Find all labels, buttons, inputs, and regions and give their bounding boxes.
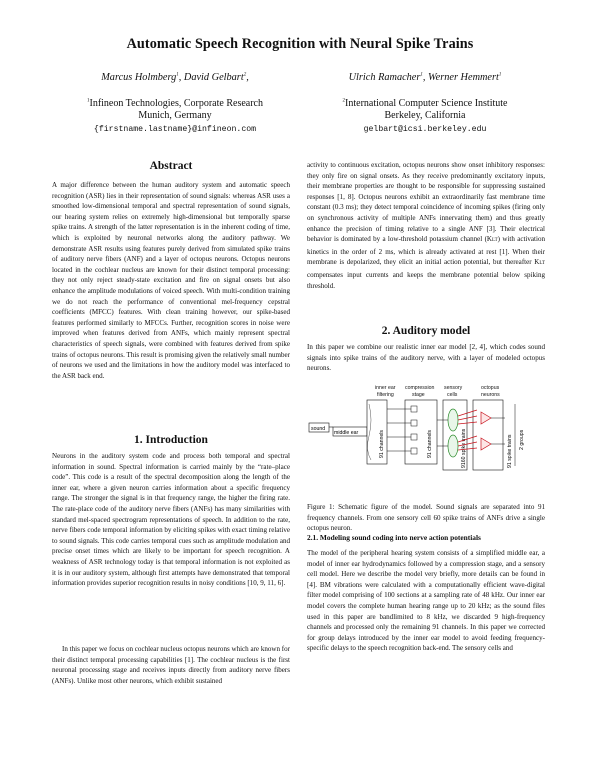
introduction-paragraph-2: In this paper we focus on cochlear nucleus octopus neurons which are known for their distinct temporal processing capabilities [1]. The cochlear nucleus is the first neuronal processing stage and receives inputs directly from auditory nerve fibers (ANFs). Unlike most other neurons, which exhibit sustained	[52, 645, 290, 685]
author-name: Ulrich Ramacher	[348, 72, 421, 83]
octopus-neurons-box	[473, 400, 503, 470]
email-left: {firstname.lastname}@infineon.com	[93, 125, 257, 134]
author-name: David Gelbart	[183, 72, 244, 83]
sensory-cell	[448, 409, 458, 431]
section-2-1-heading: 2.1. Modeling sound coding into nerve action potentials	[307, 533, 481, 542]
auditory-model-paragraph: In this paper we combine our realistic inner ear model [2, 4], which codes sound signals into spike trains of the auditory nerve, with a layer of modeled octopus neurons.	[307, 343, 545, 373]
authors-left: Marcus Holmberg$^1$, David Gelbart$^2$,	[101, 72, 249, 83]
figure-label-neurons: neurons	[481, 392, 500, 398]
figure-label-compression: compression	[405, 385, 435, 391]
email-right: gelbart@icsi.berkeley.edu	[363, 125, 487, 134]
abstract-text: A major difference between the human auditory system and automatic speech recognition (ASR) lies in their representation of sound signals: whereas ASR uses a smoothed low-dimensional temporal and spectral representation of sound signals, our hearing system relies on extremely high-dimensional but temporally sparse spike trains. A strength of the latter representation is in the inherent coding of time, which is exploited by neuronal networks along the auditory pathway. We demonstrate ASR results using features purely derived from simulated spike trains of auditory nerve fibers (ANF) and a layer of octopus neurons. Octopus neurons located in the cochlear nucleus are known for their distinct temporal processing: they not only reject steady-state excitation and fire on signal onsets but also enhance the amplitude modulations of voiced speech. With multi-condition training we do not reach the performance of conventional mel-frequency cepstral coefficients (MFCC) features. With clean training however, our spike-based features performed similarly to MFCCs. Further, recognition scores in noise were improved when features derived from ANFs, which mainly represent spectral characteristics of speech signals, were combined with features derived from spike trains of octopus neurons. This result is promising given the relatively small number of neurons we used and the limitations in how the auditory model was interfaced to the ASR back end.	[52, 181, 290, 380]
figure-label-filtering: filtering	[377, 392, 394, 398]
affiliation-right: $^2$International Computer Science Institute Berkeley, California	[342, 98, 508, 121]
affiliation-left: $^1$Infineon Technologies, Corporate Research Munich, Germany	[86, 98, 263, 121]
paper-title: Automatic Speech Recognition with Neural Spike Trains	[126, 36, 474, 52]
figure-label-octopus: octopus	[481, 385, 500, 391]
figure-label-channels-2: 91 channels	[427, 430, 433, 458]
author-name: Marcus Holmberg	[101, 72, 177, 83]
figure-label-middle-ear: middle ear	[334, 430, 359, 436]
figure-label-inner-ear: inner ear	[375, 385, 396, 391]
introduction-heading: 1. Introduction	[134, 434, 208, 446]
figure-label-cells: cells	[447, 392, 458, 398]
section-2-1-paragraph: The model of the peripheral hearing system consists of a simplified middle ear, a model of inner ear hydrodynamics followed by a compression stage, and a sensory cell model. Here we describe the model very briefly, more details can be found in [4]. BM vibrations were calculated with a computationally efficient wave-digital filter model comprising of 100 sections at a sampling rate of 48 kHz. Our inner ear model covers the complete human hearing range up to 20 kHz; as the sound files used in this paper are bandlimited to 8 kHz, we discarded 9 high-frequency channels and processed only the remaining 91 channels. In this paper we corrected for group delays introduced by the inner ear model to avoid feeding frequency-specific delays to the speech recognition back-end. The sensory cells and	[307, 549, 545, 653]
figure-label-octopus-spike-trains: 91 spike trains	[507, 434, 513, 468]
figure-label-stage: stage	[412, 392, 425, 398]
sensory-cell	[448, 435, 458, 457]
figure-label-anf-spike-trains: 9160 spike trains	[461, 428, 467, 468]
figure-1-schematic	[305, 380, 547, 498]
authors-right: Ulrich Ramacher$^1$, Werner Hemmert$^1$	[348, 72, 502, 83]
figure-label-sound: sound	[311, 426, 326, 432]
intro-continued-paragraph: activity to continuous excitation, octopus neurons show onset inhibitory responses: they only fire on signal onsets. As they receive predominantly excitatory inputs, their membrane properties are thought to be responsible for suppressing sustained responses [1, 8]. Octopus neurons exhibit an extraordinarily fast membrane time constant (0.3 ms); they detect temporal coincidence of incoming spikes (firing only on synchronous activity of multiple ANFs innervating them) and thus greatly enhance the precision of timing relative to a single ANF [3]. Their electrical behavior is dominated by a low-threshold potassium channel (KLT) with activation kinetics in the order of 2 ms, which is already activated at rest [1]. When their membrane is depolarized, they elicit an initial action potential, but thereafter KLT compensates input currents and keeps the membrane potential below spiking threshold.	[307, 161, 545, 290]
figure-label-channels-1: 91 channels	[379, 430, 385, 458]
figure-1-caption: Figure 1: Schematic figure of the model. Sound signals are separated into 91 frequency channels. From one sensory cell 60 spike trains of ANFs drive a single octopus neuron.	[307, 503, 545, 533]
author-name: Werner Hemmert	[428, 72, 499, 83]
figure-label-sensory: sensory	[444, 385, 463, 391]
abstract-heading: Abstract	[149, 160, 193, 172]
figure-label-groups: 2 groups	[519, 429, 525, 450]
auditory-model-heading: 2. Auditory model	[381, 325, 471, 337]
introduction-paragraph-1: Neurons in the auditory system code and process both temporal and spectral information in sound. Spectral information is carried mainly by the “rate–place code”. This code is a result of the spectral decomposition along the length of the inner ear, where a given neuron carries information about a specific frequency range. The stronger the signal is in that frequency range, the higher the firing rate. The rate-place code of the auditory nerve fibers (ANFs) has many similarities with standard mel-spaced spectrogram representations of speech. In addition to the rate, nerve fibers code temporal information by eliciting spikes with exact timing relative to sound signals. This code carries temporal cues such as amplitude modulation and precise onset times which are likely to be important for speech recognition. A weakness of ASR technology today is that temporal information is not exploited as it is in our auditory system, although first attempts have demonstrated that temporal information provides superior recognition results in noisy conditions [10, 9, 11, 6].	[52, 452, 290, 588]
